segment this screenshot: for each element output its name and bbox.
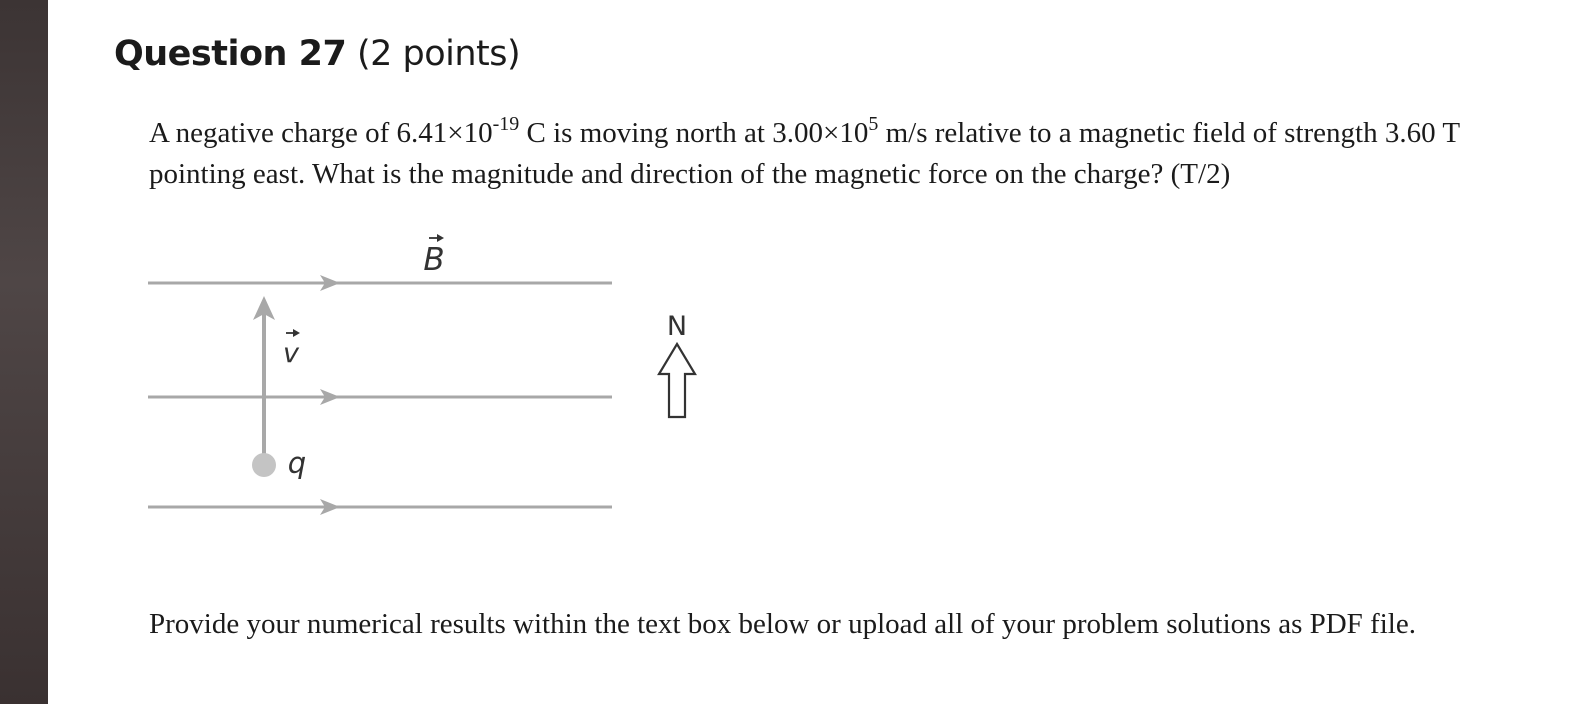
exponent-charge: -19 [492, 113, 520, 135]
velocity-arrow [253, 296, 275, 464]
north-arrow-icon [659, 344, 695, 417]
question-text-part-3: m/s relative to a magnetic field of strength 3.60 T pointing east. What is the magnitude and direction of the magnetic force on the charge? (T/2) [149, 117, 1460, 190]
charge-label: q [287, 446, 307, 480]
question-text-part-1: A negative charge of 6.41×10 [149, 117, 493, 149]
velocity-label: v [283, 338, 299, 369]
question-text-part-2: C is moving north at 3.00×10 [519, 117, 869, 149]
question-text [149, 113, 1479, 195]
field-lines [148, 283, 612, 507]
magnetic-field-diagram [140, 232, 720, 532]
field-vector-label [423, 234, 444, 278]
left-sidebar [0, 0, 48, 704]
question-number: Question 27 [114, 34, 347, 74]
question-heading [114, 34, 520, 74]
field-label: B [423, 242, 445, 278]
charge-dot [252, 453, 276, 477]
question-points: (2 points) [356, 34, 521, 74]
compass-north-label: N [666, 311, 688, 342]
velocity-vector-label [283, 329, 300, 369]
instructions-text: Provide your numerical results within the text box below or upload all of your problem solutions as PDF file. [149, 608, 1416, 640]
field-arrowheads [320, 275, 340, 515]
exponent-velocity: 5 [868, 113, 879, 135]
